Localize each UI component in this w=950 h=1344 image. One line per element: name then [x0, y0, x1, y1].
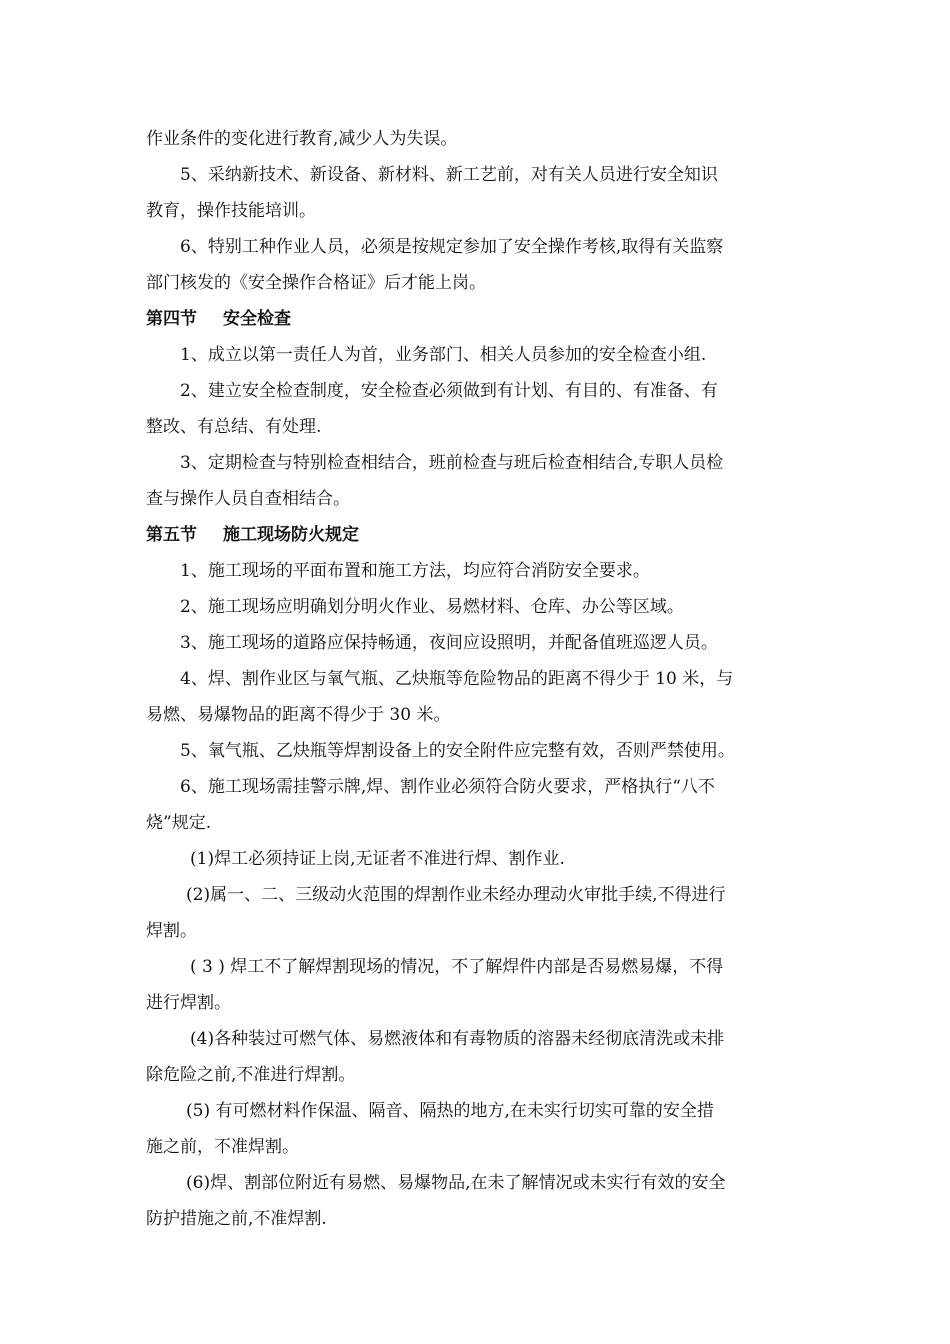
list-item-line: 1、施工现场的平面布置和施工方法，均应符合消防安全要求。: [180, 561, 650, 581]
list-item-line: 2、建立安全检查制度，安全检查必须做到有计划、有目的、有准备、有: [180, 381, 718, 401]
section-title: 施工现场防火规定: [223, 525, 359, 545]
paragraph-line: 教育，操作技能培训。: [146, 201, 316, 221]
sub-item-line: 除危险之前,不准进行焊割。: [146, 1065, 356, 1085]
section-title: 安全检查: [223, 309, 291, 329]
sub-item-line: 施之前，不准焊割。: [146, 1137, 299, 1157]
section-heading-4: [146, 301, 806, 337]
section-heading-5: [146, 517, 806, 553]
sub-item-line: 进行焊割。: [146, 993, 231, 1013]
sub-item-line: (1)焊工必须持证上岗,无证者不准进行焊、割作业.: [190, 849, 565, 869]
paragraph-line: 6、特别工种作业人员，必须是按规定参加了安全操作考核,取得有关监察: [180, 237, 724, 257]
list-item-line: 3、定期检查与特别检查相结合，班前检查与班后检查相结合,专职人员检: [180, 453, 724, 473]
section-number: 第五节: [146, 525, 197, 545]
list-item-line: 烧”规定.: [146, 813, 212, 833]
list-item-line: 查与操作人员自查相结合。: [146, 489, 350, 509]
paragraph-line: 作业条件的变化进行教育,减少人为失误。: [146, 129, 458, 149]
list-item-line: 3、施工现场的道路应保持畅通，夜间应设照明，并配备值班巡逻人员。: [180, 633, 718, 653]
section-number: 第四节: [146, 309, 197, 329]
sub-item-line: 防护措施之前,不准焊割.: [146, 1209, 327, 1229]
list-item-line: 4、焊、割作业区与氧气瓶、乙炔瓶等危险物品的距离不得少于 10 米，与: [180, 669, 734, 689]
list-item-line: 5、氧气瓶、乙炔瓶等焊割设备上的安全附件应完整有效，否则严禁使用。: [180, 741, 735, 761]
list-item-line: 易燃、易爆物品的距离不得少于 30 米。: [146, 705, 451, 725]
sub-item-line: (5) 有可燃材料作保温、隔音、隔热的地方,在未实行切实可靠的安全措: [186, 1101, 714, 1121]
list-item-line: 1、成立以第一责任人为首，业务部门、相关人员参加的安全检查小组.: [180, 345, 707, 365]
sub-item-line: (6)焊、割部位附近有易燃、易爆物品,在未了解情况或未实行有效的安全: [186, 1173, 726, 1193]
sub-item-line: ( 3 ) 焊工不了解焊割现场的情况，不了解焊件内部是否易燃易爆，不得: [190, 957, 724, 977]
paragraph-line: 部门核发的《安全操作合格证》后才能上岗。: [146, 273, 486, 293]
list-item-line: 6、施工现场需挂警示牌,焊、割作业必须符合防火要求，严格执行“八不: [180, 777, 715, 797]
list-item-line: 整改、有总结、有处理.: [146, 417, 322, 437]
sub-item-line: (2)属一、二、三级动火范围的焊割作业未经办理动火审批手续,不得进行: [186, 885, 726, 905]
list-item-line: 2、施工现场应明确划分明火作业、易燃材料、仓库、办公等区域。: [180, 597, 684, 617]
sub-item-line: 焊割。: [146, 921, 197, 941]
paragraph-line: 5、采纳新技术、新设备、新材料、新工艺前，对有关人员进行安全知识: [180, 165, 718, 185]
document-body: [146, 121, 806, 1237]
sub-item-line: (4)各种装过可燃气体、易燃液体和有毒物质的溶器未经彻底清洗或未排: [190, 1029, 725, 1049]
